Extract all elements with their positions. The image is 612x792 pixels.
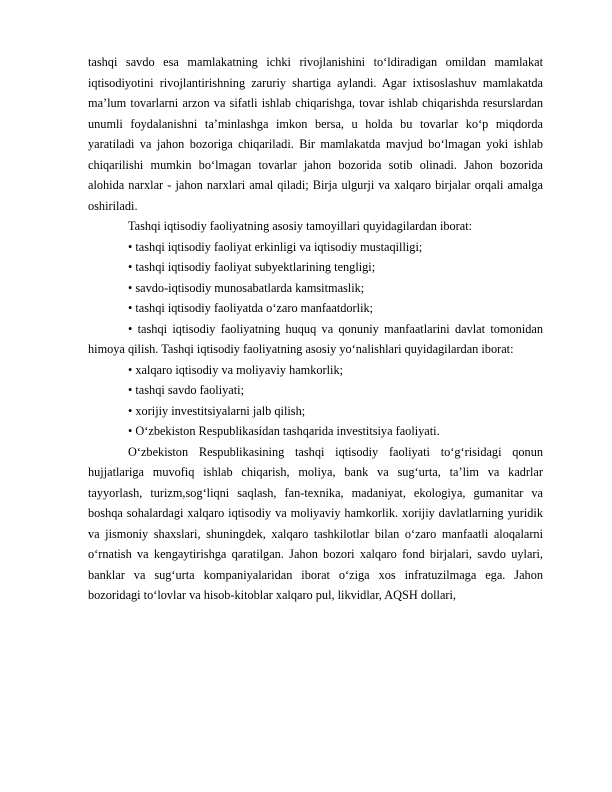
body-paragraph: O‘zbekiston Respublikasining tashqi iqtisodiy faoliyati to‘g‘risidagi qonun hujjatlariga muvofiq ishlab chiqarish, moliya, bank va sug‘urta, ta’lim va kadrlar tayyorlash, turizm,sog‘liqni saqlash, fan-texnika, madaniyat, ekologiya, gumanitar va boshqa sohalardagi xalqaro iqtisodiy va moliyaviy hamkorlik. xorijiy davlatlarning yuridik va jismoniy shaxslari, shuningdek, xalqaro tashkilotlar bilan o‘zaro manfaatli aloqalarni o‘rnatish va kengaytirishga qaratilgan. Jahon bozori xalqaro fond birjalari, savdo uylari, banklar va sug‘urta kompaniyalaridan iborat o‘ziga xos infratuzilmaga ega. Jahon bozoridagi to‘lovlar va hisob-kitoblar xalqaro pul, likvidlar, AQSH dollari,: [88, 444, 543, 602]
list-item: • tashqi savdo faoliyati;: [128, 383, 244, 397]
list-item: • O‘zbekiston Respublikasidan tashqarida investitsiya faoliyati.: [128, 424, 440, 438]
document-page: [88, 52, 543, 606]
list-item: • tashqi iqtisodiy faoliyat erkinligi va iqtisodiy mustaqilligi;: [128, 239, 423, 254]
list-item: • tashqi iqtisodiy faoliyat subyektlarining tengligi;: [128, 260, 376, 274]
list-item: • xorijiy investitsiyalarni jalb qilish;: [128, 403, 306, 418]
list-item-long: • tashqi iqtisodiy faoliyatning huquq va qonuniy manfaatlarini davlat tomonidan himoya qilish. Tashqi iqtisodiy faoliyatning asosiy yo‘nalishlari quyidagilardan iborat:: [88, 321, 543, 356]
list-item: • xalqaro iqtisodiy va moliyaviy hamkorlik;: [128, 362, 344, 377]
list-item: • savdo-iqtisodiy munosabatlarda kamsitmaslik;: [128, 280, 365, 295]
list-item: • tashqi iqtisodiy faoliyatda o‘zaro manfaatdorlik;: [128, 301, 374, 315]
principles-intro: Tashqi iqtisodiy faoliyatning asosiy tamoyillari quyidagilardan iborat:: [128, 219, 473, 233]
body-paragraph: tashqi savdo esa mamlakatning ichki rivojlanishini to‘ldiradigan omildan mamlakat iqtisodiyotini rivojlantirishning zaruriy shartiga aylandi. Agar ixtisoslashuv mamlakatda ma’lum tovarlarni arzon va sifatli ishlab chiqarishga, tovar ishlab chiqarishda resurslardan unumli foydalanishni ta’minlashga imkon bersa, u holda bu tovarlar ko‘p miqdorda yaratiladi va jahon bozoriga chiqariladi. Bir mamlakatda mavjud bo‘lmagan yoki ishlab chiqarilishi mumkin bo‘lmagan tovarlar jahon bozorida sotib olinadi. Jahon bozorida alohida narxlar - jahon narxlari amal qiladi; Birja ulgurji va xalqaro birjalar orqali amalga oshiriladi.: [88, 55, 543, 213]
